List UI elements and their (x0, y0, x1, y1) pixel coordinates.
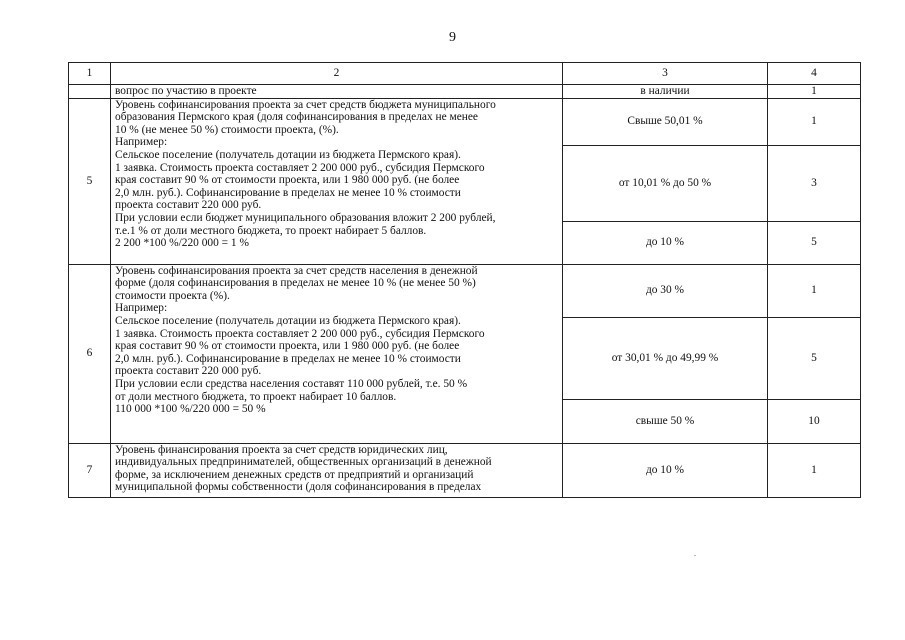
header-cell-2: 2 (111, 63, 563, 85)
scan-speck (694, 555, 696, 556)
description-line: 2,0 млн. руб.). Софинансирование в пределах не менее 10 % стоимости (115, 186, 461, 199)
description-line: При условии если средства населения составят 110 000 рублей, т.е. 50 % (115, 377, 468, 390)
option-value: от 30,01 % до 49,99 % (563, 317, 768, 399)
description-line: При условии если бюджет муниципального образования вложит 2 200 рублей, (115, 211, 496, 224)
option-score: 5 (768, 317, 861, 399)
description-line: проекта составит 220 000 руб. (115, 365, 262, 378)
description-line: форме (доля софинансирования в пределах не менее 10 % (не менее 50 %) (115, 277, 476, 290)
row-description-7 (111, 443, 563, 497)
row-value: в наличии (563, 85, 768, 99)
description-line: 2,0 млн. руб.). Софинансирование в пределах не менее 10 % стоимости (115, 352, 461, 365)
description-line: образования Пермского края (доля софинансирования в пределах не менее (115, 111, 478, 124)
table-row-6 (69, 264, 861, 317)
description-line: индивидуальных предпринимателей, общественных организаций в денежной (115, 456, 492, 469)
row-number (69, 85, 111, 99)
description-line: 1 заявка. Стоимость проекта составляет 2 200 000 руб., субсидия Пермского (115, 161, 485, 174)
description-line: Сельское поселение (получатель дотации из бюджета Пермского края). (115, 314, 461, 327)
option-value: свыше 50 % (563, 399, 768, 443)
description-line: края составит 90 % от стоимости проекта, или 1 980 000 руб. (не более (115, 340, 460, 353)
description-line: муниципальной формы собственности (доля софинансирования в пределах (115, 481, 482, 494)
option-score: 3 (768, 145, 861, 221)
description-line: 10 % (не менее 50 %) стоимости проекта, (%). (115, 123, 339, 136)
description-line: стоимости проекта (%). (115, 289, 230, 302)
description-line: от доли местного бюджета, то проект набирает 10 баллов. (115, 390, 397, 403)
description-line: 110 000 *100 %/220 000 = 50 % (115, 403, 266, 416)
row-number-5: 5 (69, 98, 111, 264)
row-description: вопрос по участию в проекте (111, 85, 563, 99)
option-score: 5 (768, 221, 861, 264)
option-score: 1 (768, 98, 861, 145)
row-description-5 (111, 98, 563, 264)
page-number: 9 (449, 30, 456, 45)
option-value: до 10 % (563, 443, 768, 497)
description-line: Уровень софинансирования проекта за счет средств бюджета муниципального (115, 98, 496, 111)
row-score: 1 (768, 85, 861, 99)
description-line: Уровень финансирования проекта за счет средств юридических лиц, (115, 443, 448, 456)
header-cell-4: 4 (768, 63, 861, 85)
option-score: 10 (768, 399, 861, 443)
option-value: от 10,01 % до 50 % (563, 145, 768, 221)
description-line: т.е.1 % от доли местного бюджета, то проект набирает 5 баллов. (115, 224, 427, 237)
table-row-7 (69, 443, 861, 497)
description-line: Уровень софинансирования проекта за счет средств населения в денежной (115, 264, 478, 277)
option-value: до 10 % (563, 221, 768, 264)
description-line: 1 заявка. Стоимость проекта составляет 2 200 000 руб., субсидия Пермского (115, 327, 485, 340)
row-number-7: 7 (69, 443, 111, 497)
row-number-6: 6 (69, 264, 111, 443)
option-value: до 30 % (563, 264, 768, 317)
description-line: Сельское поселение (получатель дотации из бюджета Пермского края). (115, 148, 461, 161)
row-description-6 (111, 264, 563, 443)
option-score: 1 (768, 443, 861, 497)
option-value: Свыше 50,01 % (563, 98, 768, 145)
criteria-table (68, 62, 861, 498)
description-line: форме, за исключением денежных средств от предприятий и организаций (115, 468, 474, 481)
description-line: Например: (115, 136, 168, 149)
table-row-5 (69, 98, 861, 145)
option-score: 1 (768, 264, 861, 317)
description-line: Например: (115, 302, 168, 315)
header-cell-3: 3 (563, 63, 768, 85)
table-header-row (69, 63, 861, 85)
description-line: проекта составит 220 000 руб. (115, 199, 262, 212)
table-row-previous (69, 85, 861, 99)
description-line: 2 200 *100 %/220 000 = 1 % (115, 237, 249, 250)
description-line: края составит 90 % от стоимости проекта, или 1 980 000 руб. (не более (115, 174, 460, 187)
header-cell-1: 1 (69, 63, 111, 85)
